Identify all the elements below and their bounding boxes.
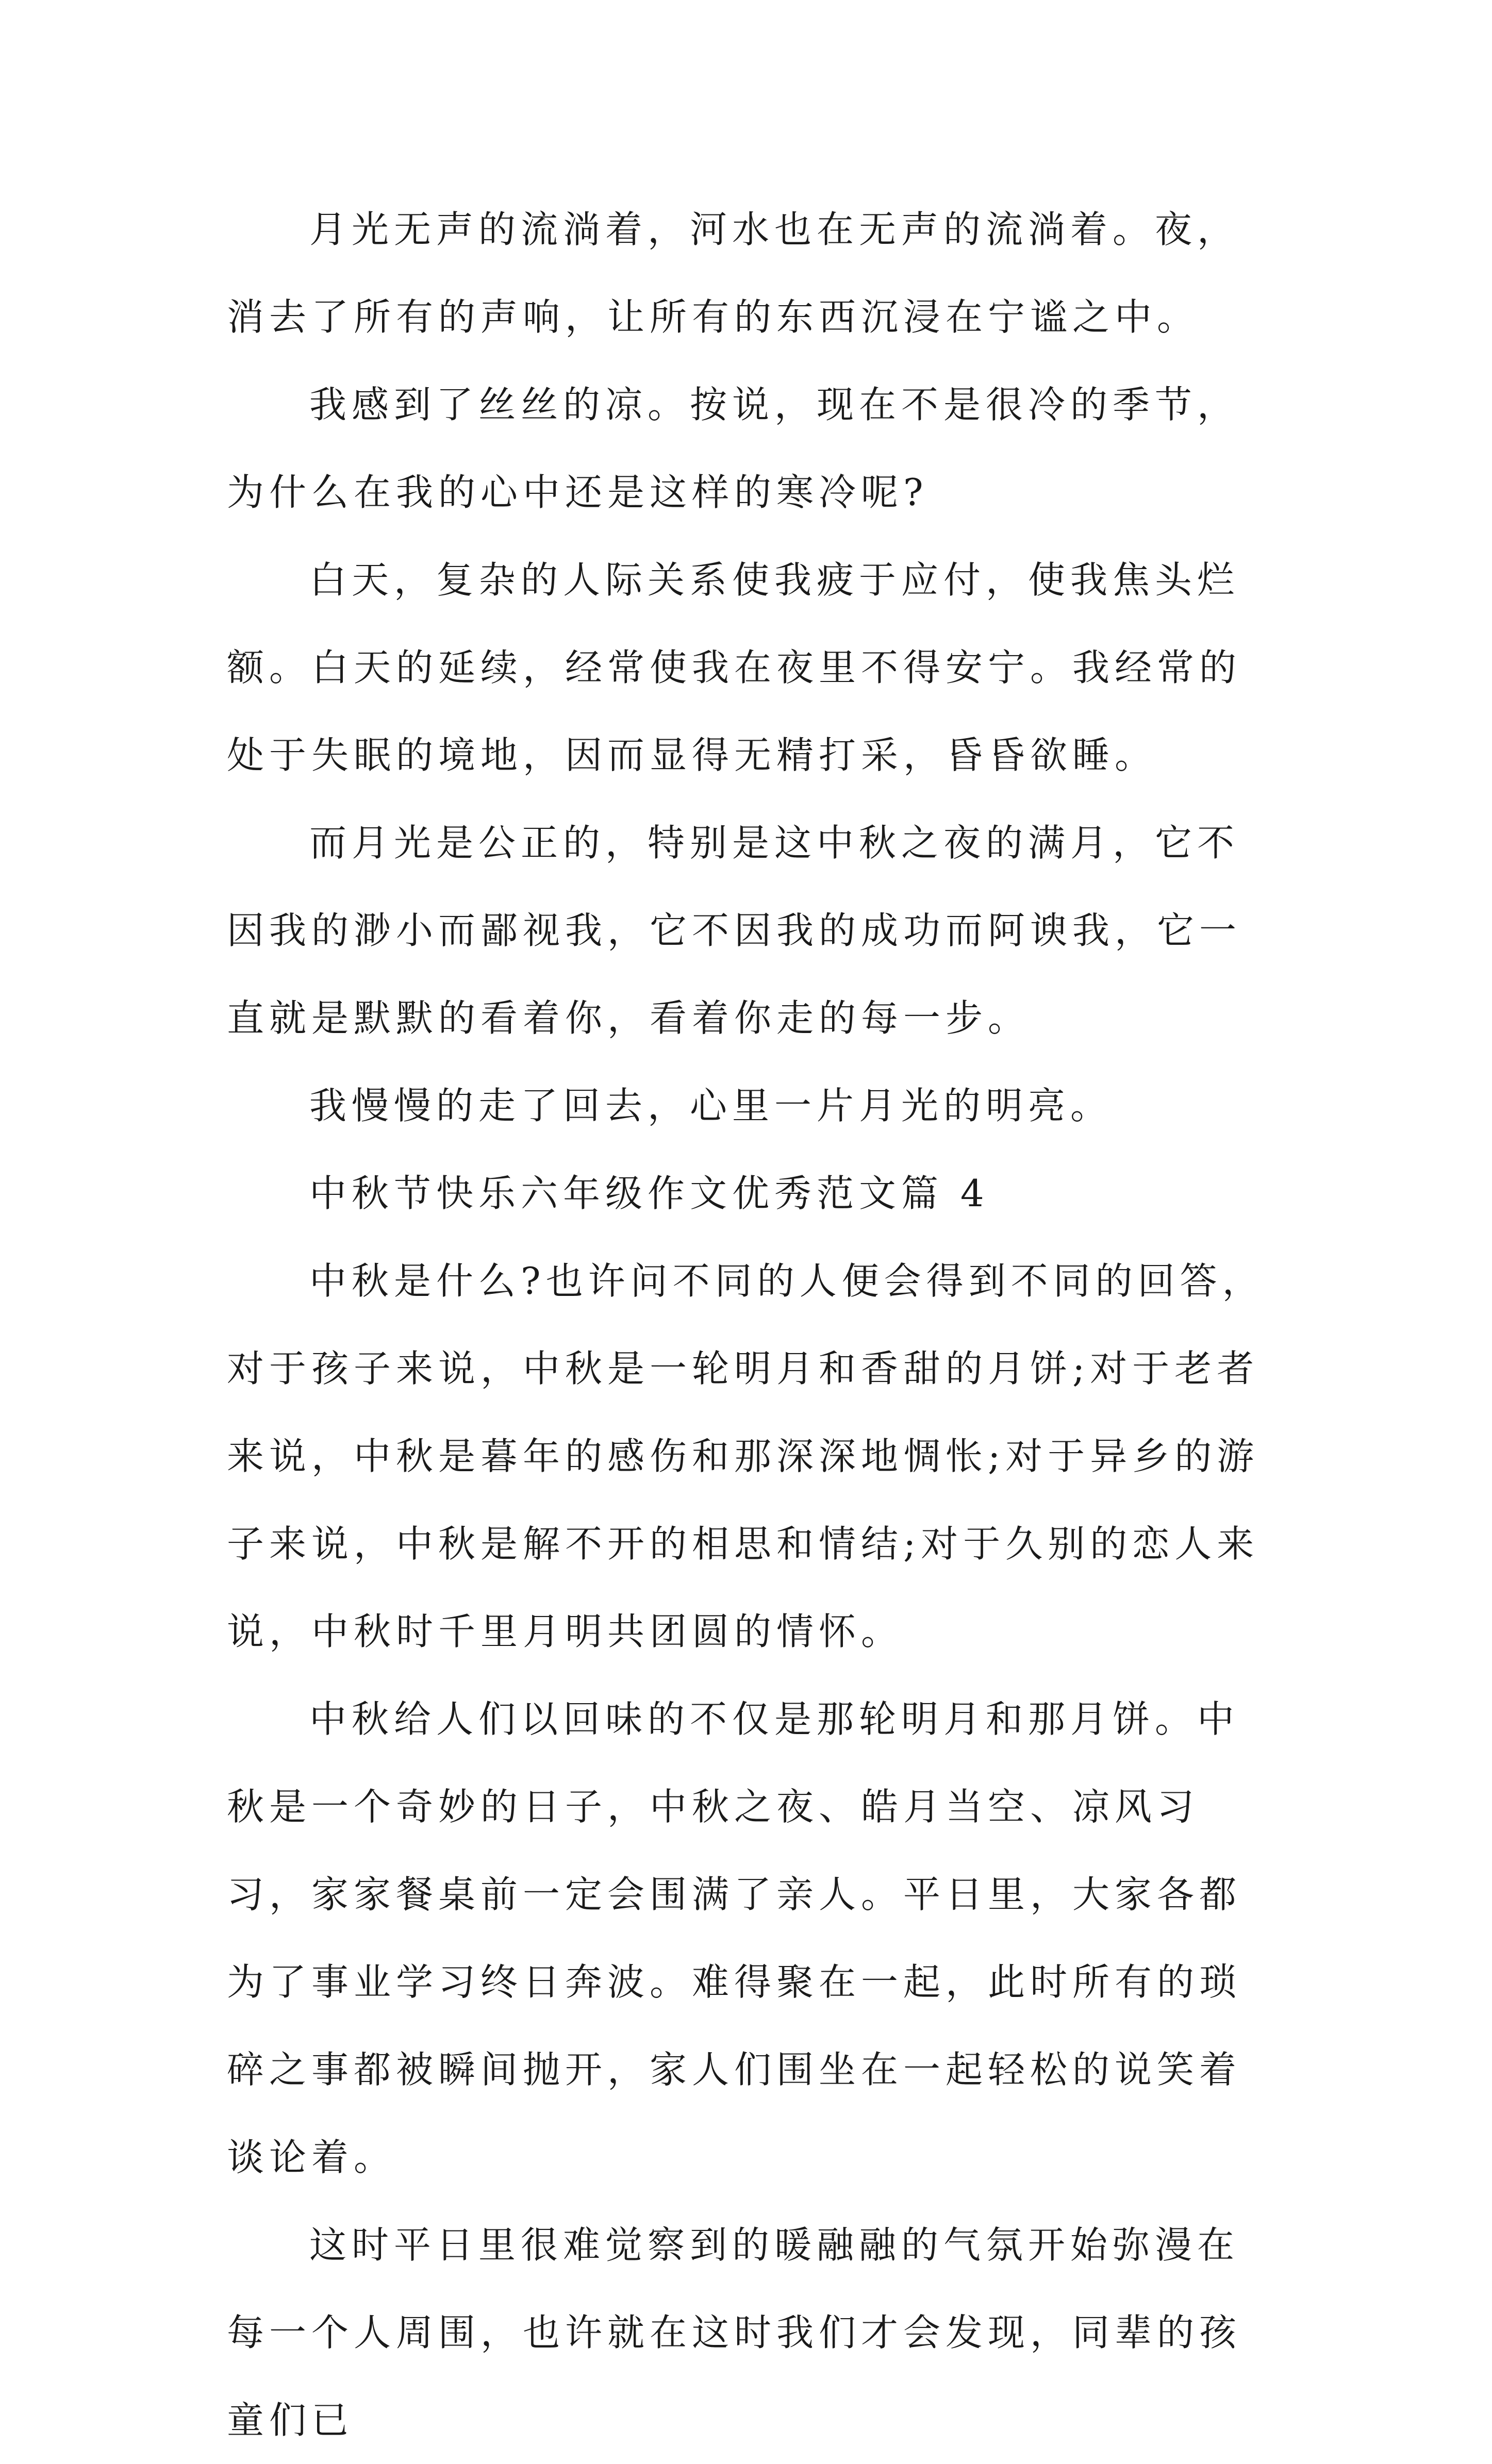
paragraph: 白天，复杂的人际关系使我疲于应付，使我焦头烂额。白天的延续，经常使我在夜里不得安宁。我经常的处于失眠的境地，因而显得无精打采，昏昏欲睡。 <box>227 558 1242 777</box>
section-title: 中秋节快乐六年级作文优秀范文篇 4 <box>309 1172 989 1215</box>
paragraph: 这时平日里很难觉察到的暖融融的气氛开始弥漫在每一个人周围，也许就在这时我们才会发现，同辈的孩童们已 <box>227 2223 1242 2442</box>
paragraph: 我感到了丝丝的凉。按说，现在不是很冷的季节，为什么在我的心中还是这样的寒冷呢? <box>227 383 1240 514</box>
paragraph: 而月光是公正的，特别是这中秋之夜的满月，它不因我的渺小而鄙视我，它不因我的成功而阿谀我，它一直就是默默的看着你，看着你走的每一步。 <box>227 821 1242 1040</box>
paragraph: 中秋给人们以回味的不仅是那轮明月和那月饼。中秋是一个奇妙的日子，中秋之夜、皓月当空、凉风习习，家家餐桌前一定会围满了亲人。平日里，大家各都为了事业学习终日奔波。难得聚在一起，此时所有的琐碎之事都被瞬间抛开，家人们围坐在一起轻松的说笑着谈论着。 <box>227 1697 1242 2179</box>
document-body <box>227 186 1279 2464</box>
paragraph: 我慢慢的走了回去，心里一片月光的明亮。 <box>309 1084 1113 1127</box>
paragraph: 月光无声的流淌着，河水也在无声的流淌着。夜，消去了所有的声响，让所有的东西沉浸在宁谧之中。 <box>227 208 1240 339</box>
paragraph: 中秋是什么?也许问不同的人便会得到不同的回答，对于孩子来说，中秋是一轮明月和香甜的月饼;对于老者来说，中秋是暮年的感伤和那深深地惆怅;对于异乡的游子来说，中秋是解不开的相思和情结;对于久别的恋人来说，中秋时千里月明共团圆的情怀。 <box>227 1259 1265 1653</box>
